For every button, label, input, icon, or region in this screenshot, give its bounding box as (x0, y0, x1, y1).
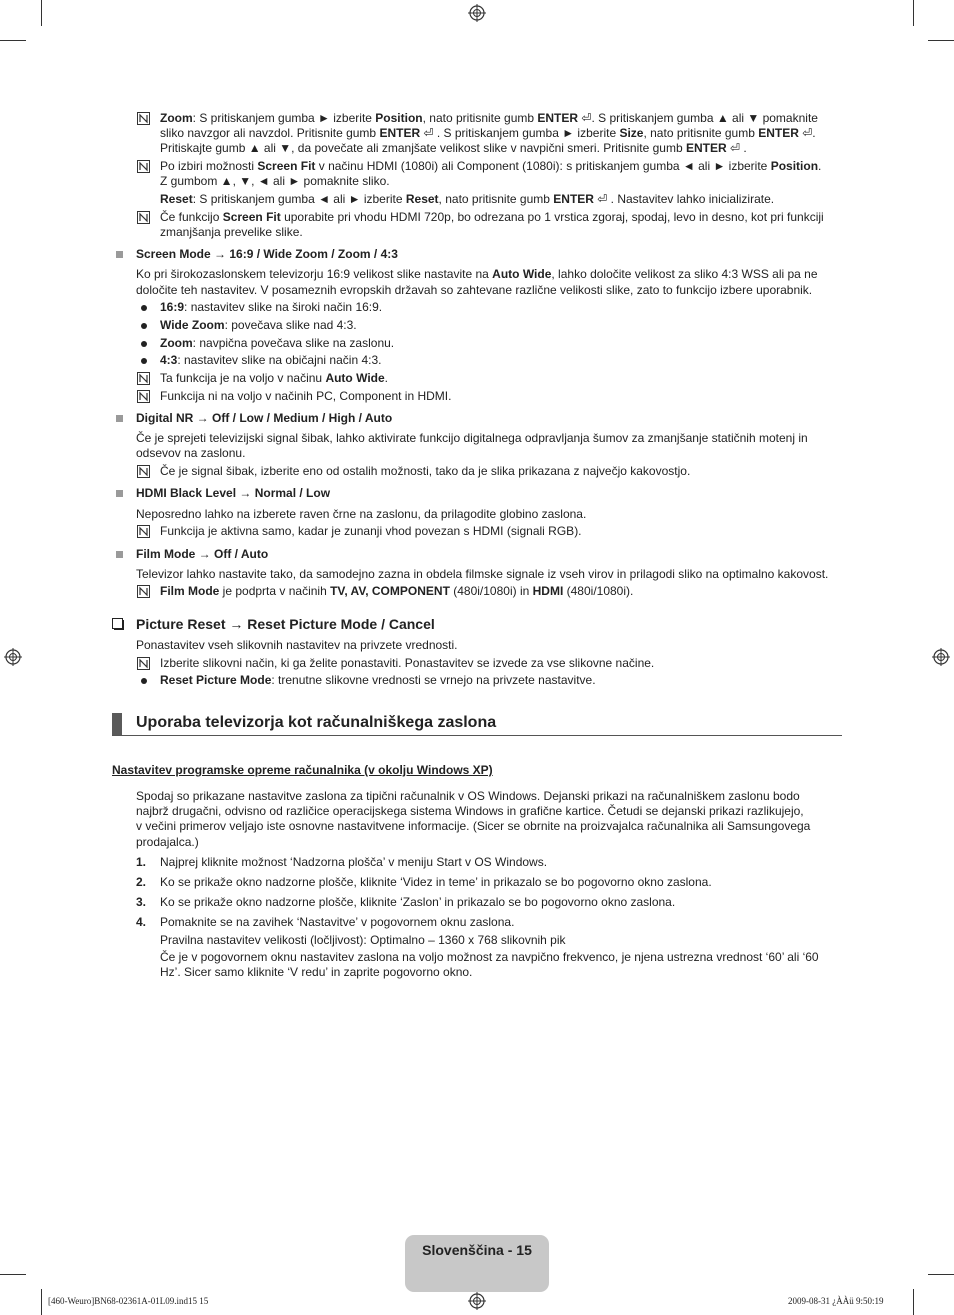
bullet-dot (141, 358, 147, 364)
note-icon (137, 465, 150, 478)
page-number: Slovenščina - 15 (422, 1242, 532, 1258)
zoom-note-line2: sliko navzgor ali navzdol. Pritisnite gumb ENTER ⏎ . S pritiskanjem gumba ► izberite Size, nato pritisnite gumb ENTER ⏎. (160, 126, 816, 140)
film-mode-text: Televizor lahko nastavite tako, da samodejno zazna in obdela filmske signale iz vseh virov in prilagodi sliko na optimalno kakovost. (136, 567, 829, 581)
note-icon (137, 160, 150, 173)
film-mode-note: Film Mode je podprta v načinih TV, AV, COMPONENT (480i/1080i) in HDMI (480i/1080i). (160, 584, 634, 598)
step-number: 2. (136, 875, 147, 889)
screenfit-note-line1: Po izbiri možnosti Screen Fit v načinu HDMI (1080i) ali Component (1080i): s pritiskanjem gumba ◄ ali ► izberite Position. (160, 159, 822, 173)
step-number: 3. (136, 895, 147, 909)
screen-mode-text-2: določite teh nastavitev. V posameznih evropskih državah so zahtevane različne velikosti slike, zato to funkcijo izbere uporabnik. (136, 283, 813, 297)
crop-mark (41, 0, 42, 26)
note-icon (137, 525, 150, 538)
screen-mode-text-1: Ko pri širokozaslonskem televizorju 16:9 velikost slike nastavite na Auto Wide, lahko določite velikost za sliko 4:3 WSS ali pa ne (136, 267, 818, 281)
hdmi-black-note: Funkcija je aktivna samo, kadar je zunanji vhod povezan s HDMI (signali RGB). (160, 524, 582, 538)
section-marker (112, 713, 122, 736)
bullet-dot (141, 305, 147, 311)
registration-mark-icon (468, 1292, 486, 1310)
zoom-note-line3: Pritiskajte gumb ▲ ali ▼, da povečate ali zmanjšate velikost slike v navpični smeri. Pritisnite gumb ENTER ⏎ . (160, 141, 747, 155)
hdmi-black-text: Neposredno lahko na izberete raven črne na zaslonu, da prilagodite globino zaslona. (136, 507, 587, 521)
subsection-heading: Nastavitev programske opreme računalnika (v okolju Windows XP) (112, 763, 493, 777)
reset-line: Reset: S pritiskanjem gumba ◄ ali ► izberite Reset, nato pritisnite gumb ENTER ⏎ . Nastavitev lahko inicializirate. (160, 192, 775, 206)
intro-line: prodajalca.) (136, 835, 199, 849)
file-info: [460-Weuro]BN68-02361A-01L09.ind15 15 (48, 1296, 209, 1306)
screen-mode-option: 4:3: nastavitev slike na običajni način 4:3. (160, 353, 382, 367)
screen-mode-option: Zoom: navpična povečava slike na zaslonu. (160, 336, 395, 350)
step-text: Ko se prikaže okno nadzorne plošče, kliknite ‘Videz in teme’ in prikazalo se bo pogovorno okno zaslona. (160, 875, 712, 889)
registration-mark-icon (932, 648, 950, 666)
enter-icon: ⏎ (593, 192, 608, 206)
step-text: Pomaknite se na zavihek ‘Nastavitve’ v pogovornem oknu zaslona. (160, 915, 515, 929)
step-number: 1. (136, 855, 147, 869)
screen-mode-option: Wide Zoom: povečava slike nad 4:3. (160, 318, 357, 332)
intro-line: najbrž drugačni, odvisno od različice operacijskega sistema Windows in grafične kartice. Četudi se dejanski prikazi razlikujejo, (136, 804, 804, 818)
screen-mode-heading: Screen Mode → 16:9 / Wide Zoom / Zoom / 4:3 (136, 247, 398, 261)
square-bullet (116, 551, 123, 558)
square-bullet (116, 490, 123, 497)
picture-reset-note: Izberite slikovni način, ki ga želite ponastaviti. Ponastavitev se izvede za vse slikovne načine. (160, 656, 655, 670)
intro-line: v večini primerov veljajo iste osnovne nastavitvene informacije. (Sicer se obrnite na proizvajalca računalnika ali Samsungovega (136, 819, 811, 833)
intro-line: Spodaj so prikazane nastavitve zaslona za tipični računalnik v OS Windows. Dejanski prikazi na računalniškem zaslonu bodo (136, 789, 800, 803)
crop-mark (913, 0, 914, 26)
hdmi720-note-line1: Če funkcijo Screen Fit uporabite pri vhodu HDMI 720p, bo odrezana po 1 vrstica zgoraj, spodaj, levo in desno, kot pri funkciji (160, 210, 824, 224)
crop-mark (41, 1289, 42, 1315)
picture-reset-heading: Picture Reset → Reset Picture Mode / Cancel (136, 616, 435, 632)
note-icon (137, 657, 150, 670)
picture-reset-text: Ponastavitev vseh slikovnih nastavitev na privzete vrednosti. (136, 638, 458, 652)
registration-mark-icon (468, 4, 486, 22)
registration-mark-icon (4, 648, 22, 666)
bullet-dot (141, 678, 147, 684)
enter-icon: ⏎ (578, 111, 592, 125)
step-detail: Pravilna nastavitev velikosti (ločljivost): Optimalno – 1360 x 768 slikovnih pik (160, 933, 566, 947)
zoom-note-line1: Zoom: S pritiskanjem gumba ► izberite Position, nato pritisnite gumb ENTER ⏎. S pritiskanjem gumba ▲ ali ▼ pomaknite (160, 111, 818, 125)
step-text: Ko se prikaže okno nadzorne plošče, kliknite ‘Zaslon’ in prikazalo se bo pogovorno okno zaslona. (160, 895, 676, 909)
crop-mark (0, 40, 26, 41)
step-detail: Če je v pogovornem oknu nastavitev zaslona na voljo možnost za navpično frekvenco, je njena ustrezna vrednost ‘60’ ali ‘60 (160, 950, 819, 964)
section-divider (112, 735, 842, 736)
crop-mark (928, 40, 954, 41)
hdmi-black-heading: HDMI Black Level → Normal / Low (136, 486, 331, 500)
bullet-dot (141, 341, 147, 347)
note-icon (137, 211, 150, 224)
section-title: Uporaba televizorja kot računalniškega zaslona (136, 714, 497, 731)
screenfit-note-line2: Z gumbom ▲, ▼, ◄ ali ► pomaknite sliko. (160, 174, 390, 188)
note-icon (137, 372, 150, 385)
crop-mark (0, 1274, 26, 1275)
note-icon (137, 112, 150, 125)
film-mode-heading: Film Mode → Off / Auto (136, 547, 269, 561)
square-bullet (116, 415, 123, 422)
availability-note: Funkcija ni na voljo v načinih PC, Component in HDMI. (160, 389, 452, 403)
crop-mark (913, 1289, 914, 1315)
enter-icon: ⏎ (726, 141, 741, 155)
hdmi720-note-line2: zmanjšanja prevelike slike. (160, 225, 303, 239)
reset-picture-mode-option: Reset Picture Mode: trenutne slikovne vrednosti se vrnejo na privzete nastavitve. (160, 673, 596, 687)
auto-wide-note: Ta funkcija je na voljo v načinu Auto Wide. (160, 371, 388, 385)
square-bullet (116, 251, 123, 258)
crop-mark (928, 1274, 954, 1275)
bullet-dot (141, 323, 147, 329)
step-detail: Hz’. Sicer samo kliknite ‘V redu’ in zaprite pogovorno okno. (160, 965, 473, 979)
step-number: 4. (136, 915, 147, 929)
note-icon (137, 585, 150, 598)
digital-nr-text-1: Če je sprejeti televizijski signal šibak, lahko aktivirate funkcijo digitalnega odpravljanja šumov za zmanjšanje statičnih motenj in (136, 431, 808, 445)
digital-nr-note: Če je signal šibak, izberite eno od ostalih možnosti, tako da je slika prikazana z največjo kakovostjo. (160, 464, 691, 478)
step-text: Najprej kliknite možnost ‘Nadzorna plošča’ v meniju Start v OS Windows. (160, 855, 548, 869)
timestamp: 2009-08-31 ¿ÀÀü 9:50:19 (788, 1296, 884, 1306)
enter-icon: ⏎ (798, 126, 813, 140)
screen-mode-option: 16:9: nastavitev slike na široki način 16:9. (160, 300, 383, 314)
note-icon (137, 390, 150, 403)
digital-nr-text-2: odsevov na zaslonu. (136, 446, 246, 460)
enter-icon: ⏎ (420, 126, 434, 140)
checkbox-icon (112, 618, 124, 630)
digital-nr-heading: Digital NR → Off / Low / Medium / High / Auto (136, 411, 393, 425)
